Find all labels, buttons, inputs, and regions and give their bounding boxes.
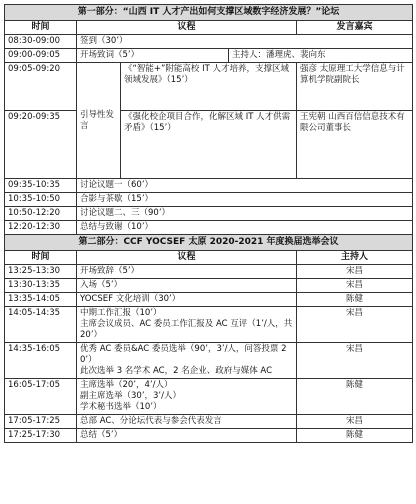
agenda-line: 此次选举 3 名学术 AC，2 名企业、政府与媒体 AC [80,366,273,376]
table-row [5,49,413,63]
row-host: 陈健 [297,293,413,307]
row-host: 陈健 [297,429,413,443]
row-host: 陈健 [297,379,413,415]
row-host: 宋昌 [297,415,413,429]
table-row [5,221,413,235]
agenda-table [4,4,413,443]
row-time: 09:00-09:05 [5,49,77,63]
row-agenda [77,307,297,343]
row-time: 09:05-09:20 [5,63,77,111]
col-time-header: 时间 [5,21,77,35]
row-agenda: 合影与茶歇（15’） [77,193,413,207]
row-host: 宋昌 [297,265,413,279]
row-time: 14:05-14:35 [5,307,77,343]
table-row [5,207,413,221]
row-speaker: 强彦 太原理工大学信息与计算机学院副院长 [297,63,413,111]
row-agenda: 总结（5’） [77,429,297,443]
row-time: 12:20-12:30 [5,221,77,235]
row-agenda: 讨论议题二、三（90’） [77,207,413,221]
row-time: 08:30-09:00 [5,35,77,49]
row-host: 主持人：潘理虎、裴向东 [229,49,413,63]
col-agenda-header: 议程 [77,251,297,265]
row-agenda: 开场致辞（5’） [77,265,297,279]
row-agenda: 总部 AC、分论坛代表与参会代表发言 [77,415,297,429]
agenda-line: 优秀 AC 委员&AC 委员选举（90’，3’/人，问答投票 20’） [80,344,287,365]
row-agenda [77,343,297,379]
agenda-line: 中期工作汇报（10’） [80,308,162,318]
part1-header-row [5,21,413,35]
row-time: 10:35-10:50 [5,193,77,207]
row-time: 13:30-13:35 [5,279,77,293]
row-host: 宋昌 [297,279,413,293]
row-time: 16:05-17:05 [5,379,77,415]
row-agenda: 总结与致谢（10’） [77,221,413,235]
row-time: 17:05-17:25 [5,415,77,429]
agenda-line: 学术秘书选举（10’） [80,402,162,412]
agenda-line: 主席选举（20’，4’/人） [80,380,173,390]
table-row [5,63,413,111]
row-agenda: 开场致词（5’） [77,49,229,63]
row-speaker: 王宪朝 山西百信信息技术有限公司董事长 [297,111,413,179]
part1-title-row [5,5,413,21]
table-row [5,179,413,193]
col-time-header: 时间 [5,251,77,265]
row-time: 13:35-14:05 [5,293,77,307]
row-agenda: 《“智能+”附能高校 IT 人才培养，支撑区域领域发展》（15’） [121,63,297,111]
agenda-line: 副主席选举（30’，3’/人） [80,391,181,401]
row-agenda [77,379,297,415]
part2-title: 第二部分：CCF YOCSEF 太原 2020-2021 年度换届选举会议 [5,235,413,251]
table-row [5,307,413,343]
row-agenda: 《强化校企项目合作，化解区域 IT 人才供需矛盾》（15’） [121,111,297,179]
row-time: 09:35-10:35 [5,179,77,193]
row-host: 宋昌 [297,343,413,379]
row-host: 宋昌 [297,307,413,343]
table-row [5,343,413,379]
part1-title: 第一部分：“山西 IT 人才产出如何支撑区域数字经济发展？”论坛 [5,5,413,21]
col-agenda-header: 议程 [77,21,297,35]
row-time: 10:50-12:20 [5,207,77,221]
table-row [5,35,413,49]
row-agenda: 入场（5’） [77,279,297,293]
row-time: 09:20-09:35 [5,111,77,179]
table-row [5,379,413,415]
table-row [5,279,413,293]
part2-header-row [5,251,413,265]
table-row [5,429,413,443]
col-host-header: 主持人 [297,251,413,265]
part2-title-row [5,235,413,251]
row-agenda: 讨论议题一（60’） [77,179,413,193]
agenda-line: 主席会议成员、AC 委员工作汇报及 AC 互评（1’/人，共 20’） [80,319,293,340]
row-time: 17:25-17:30 [5,429,77,443]
table-row [5,111,413,179]
table-row [5,193,413,207]
row-agenda: 签到（30’） [77,35,413,49]
table-row [5,293,413,307]
row-time: 14:35-16:05 [5,343,77,379]
row-time: 13:25-13:30 [5,265,77,279]
col-speaker-header: 发言嘉宾 [297,21,413,35]
table-row [5,415,413,429]
table-row [5,265,413,279]
row-agenda: YOCSEF 文化培训（30’） [77,293,297,307]
guide-label: 引导性发言 [77,63,121,179]
